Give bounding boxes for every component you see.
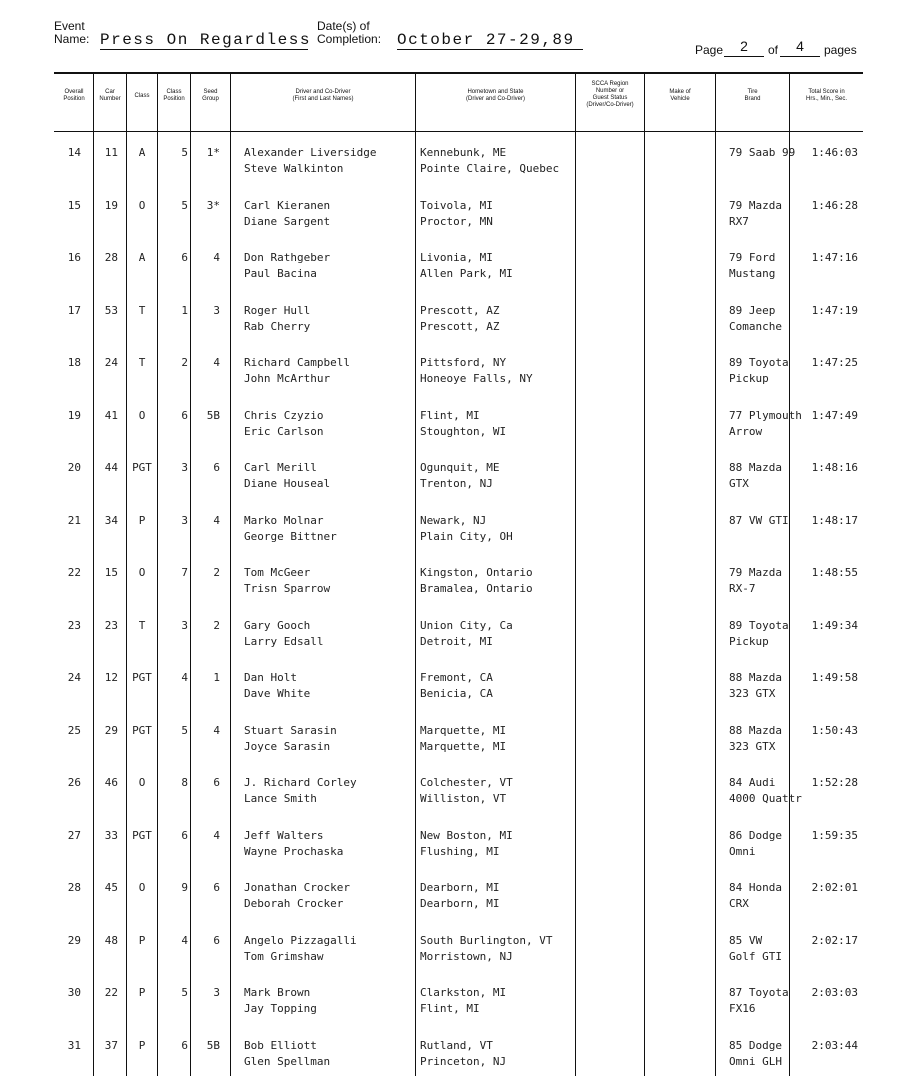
class-position-cell: 4: [181, 671, 188, 684]
codriver-hometown: Benicia, CA: [420, 687, 493, 700]
class-position-cell: 5: [181, 146, 188, 159]
vehicle-line-2: Comanche: [729, 319, 782, 333]
total-score-cell: 1:46:28: [811, 198, 858, 212]
class-cell: A: [138, 251, 146, 264]
class-cell: P: [138, 933, 146, 947]
class-cell: T: [138, 303, 146, 317]
codriver-name: Trisn Sparrow: [244, 582, 331, 595]
seed-group-cell: 6: [213, 933, 220, 947]
total-score-cell: 2:03:03: [811, 986, 858, 999]
seed-group-cell: 6: [213, 776, 220, 789]
vehicle-line-2: RX-7: [729, 582, 756, 595]
driver-name: J. Richard Corley: [244, 776, 357, 789]
codriver-hometown: Dearborn, MI: [420, 897, 500, 910]
table-row: [0, 723, 900, 775]
seed-group-cell: 1*: [206, 146, 220, 159]
driver-hometown: Flint, MI: [420, 408, 480, 422]
overall-position-cell: 28: [67, 881, 81, 894]
table-row: [0, 933, 900, 985]
driver-hometown: Colchester, VT: [420, 776, 513, 789]
driver-hometown: Prescott, AZ: [420, 303, 500, 317]
codriver-hometown: Williston, VT: [420, 792, 507, 805]
vehicle-line-2: GTX: [729, 477, 749, 490]
class-position-cell: 4: [181, 933, 188, 947]
car-number-cell: 22: [104, 986, 118, 999]
driver-name: Dan Holt: [244, 671, 297, 684]
codriver-hometown: Flushing, MI: [420, 844, 500, 858]
overall-position-cell: 21: [67, 513, 81, 527]
column-header-scca-region: SCCA Region Number or Guest Status (Driver/Co-Driver): [586, 81, 634, 108]
codriver-hometown: Proctor, MN: [420, 214, 493, 228]
vehicle-line-2: Pickup: [729, 634, 769, 648]
total-score-cell: 1:48:17: [811, 513, 858, 527]
class-cell: O: [138, 776, 146, 789]
vehicle-line-2: 4000 Quattr: [729, 792, 802, 805]
overall-position-cell: 15: [67, 198, 81, 212]
table-row: [0, 985, 900, 1037]
overall-position-cell: 27: [67, 828, 81, 842]
completion-date-label: Date(s) of Completion:: [317, 19, 382, 46]
car-number-cell: 41: [104, 408, 118, 422]
vehicle-line-1: 89 Toyota: [729, 618, 789, 632]
table-row: [0, 355, 900, 407]
total-score-cell: 1:46:03: [811, 146, 858, 159]
class-cell: O: [138, 198, 146, 212]
car-number-cell: 15: [104, 566, 118, 579]
vehicle-line-1: 84 Audi: [729, 776, 776, 789]
codriver-name: Dave White: [244, 687, 311, 700]
class-cell: PGT: [132, 723, 152, 737]
car-number-cell: 45: [104, 881, 118, 894]
driver-hometown: Kennebunk, ME: [420, 146, 507, 159]
driver-name: Gary Gooch: [244, 618, 311, 632]
seed-group-cell: 2: [213, 566, 220, 579]
table-row: [0, 513, 900, 565]
codriver-name: Tom Grimshaw: [244, 949, 324, 963]
driver-name: Bob Elliott: [244, 1038, 317, 1052]
vehicle-line-1: 89 Jeep: [729, 303, 776, 317]
codriver-hometown: Honeoye Falls, NY: [420, 372, 533, 385]
overall-position-cell: 25: [67, 723, 81, 737]
vehicle-line-1: 88 Mazda: [729, 723, 782, 737]
event-name-value: Press On Regardless: [100, 31, 311, 49]
vehicle-line-2: CRX: [729, 897, 749, 910]
vehicle-line-2: RX7: [729, 214, 749, 228]
car-number-cell: 23: [104, 618, 118, 632]
table-row: [0, 828, 900, 880]
seed-group-cell: 5B: [206, 408, 220, 422]
total-score-cell: 1:48:16: [811, 461, 858, 474]
vehicle-line-1: 89 Toyota: [729, 356, 789, 369]
vehicle-line-2: Mustang: [729, 267, 776, 280]
overall-position-cell: 22: [67, 566, 81, 579]
seed-group-cell: 4: [213, 828, 220, 842]
overall-position-cell: 20: [67, 461, 81, 474]
codriver-hometown: Marquette, MI: [420, 739, 507, 753]
driver-hometown: Newark, NJ: [420, 513, 487, 527]
overall-position-cell: 29: [67, 933, 81, 947]
table-row: [0, 303, 900, 355]
driver-name: Tom McGeer: [244, 566, 311, 579]
vehicle-line-1: 84 Honda: [729, 881, 782, 894]
class-position-cell: 2: [181, 356, 188, 369]
class-cell: P: [138, 986, 146, 999]
class-position-cell: 6: [181, 828, 188, 842]
vehicle-line-2: FX16: [729, 1002, 756, 1015]
class-position-cell: 3: [181, 618, 188, 632]
column-header-car-number: Car Number: [99, 89, 121, 102]
codriver-hometown: Stoughton, WI: [420, 424, 507, 438]
class-cell: T: [138, 356, 146, 369]
codriver-name: Rab Cherry: [244, 319, 311, 333]
class-position-cell: 5: [181, 198, 188, 212]
table-row: [0, 460, 900, 512]
class-position-cell: 3: [181, 461, 188, 474]
event-name-underline: [100, 49, 308, 50]
overall-position-cell: 31: [67, 1038, 81, 1052]
seed-group-cell: 3: [213, 303, 220, 317]
pages-label: pages: [824, 43, 857, 57]
total-score-cell: 1:52:28: [811, 776, 858, 789]
total-score-cell: 1:47:16: [811, 251, 858, 264]
class-cell: PGT: [132, 671, 152, 684]
driver-name: Jonathan Crocker: [244, 881, 350, 894]
overall-position-cell: 24: [67, 671, 81, 684]
seed-group-cell: 4: [213, 723, 220, 737]
driver-name: Alexander Liversidge: [244, 146, 377, 159]
class-cell: PGT: [132, 828, 152, 842]
driver-hometown: Livonia, MI: [420, 251, 493, 264]
codriver-name: John McArthur: [244, 372, 331, 385]
column-header-make: Make of Vehicle: [669, 89, 691, 102]
table-row: [0, 880, 900, 932]
completion-date-underline: [397, 49, 583, 50]
vehicle-line-1: 85 VW: [729, 933, 763, 947]
codriver-hometown: Pointe Claire, Quebec: [420, 162, 560, 175]
codriver-hometown: Detroit, MI: [420, 634, 493, 648]
total-score-cell: 1:50:43: [811, 723, 858, 737]
column-header-driver: Driver and Co-Driver (First and Last Names): [292, 89, 354, 102]
page-total: 4: [796, 38, 804, 54]
vehicle-line-2: Omni GLH: [729, 1054, 782, 1068]
total-score-cell: 1:47:25: [811, 356, 858, 369]
table-row: [0, 775, 900, 827]
table-top-rule: [54, 72, 863, 74]
car-number-cell: 24: [104, 356, 118, 369]
column-header-seed-group: Seed Group: [202, 89, 219, 102]
class-position-cell: 8: [181, 776, 188, 789]
driver-hometown: South Burlington, VT: [420, 933, 553, 947]
class-position-cell: 3: [181, 513, 188, 527]
class-position-cell: 6: [181, 251, 188, 264]
vehicle-line-2: Pickup: [729, 372, 769, 385]
driver-hometown: Union City, Ca: [420, 618, 513, 632]
class-position-cell: 6: [181, 1038, 188, 1052]
overall-position-cell: 23: [67, 618, 81, 632]
car-number-cell: 29: [104, 723, 118, 737]
column-header-hometown: Hometown and State (Driver and Co-Driver): [465, 89, 525, 102]
class-cell: O: [138, 566, 146, 579]
driver-hometown: Pittsford, NY: [420, 356, 507, 369]
codriver-hometown: Plain City, OH: [420, 529, 513, 543]
table-row: [0, 250, 900, 302]
codriver-name: Wayne Prochaska: [244, 844, 344, 858]
codriver-name: Larry Edsall: [244, 634, 324, 648]
driver-name: Stuart Sarasin: [244, 723, 337, 737]
class-cell: PGT: [132, 461, 152, 474]
codriver-name: Jay Topping: [244, 1002, 317, 1015]
page-total-underline: [780, 56, 820, 57]
car-number-cell: 53: [104, 303, 118, 317]
driver-hometown: Rutland, VT: [420, 1038, 493, 1052]
vehicle-line-2: Omni: [729, 844, 756, 858]
vehicle-line-1: 79 Saab 99: [729, 146, 796, 159]
driver-name: Chris Czyzio: [244, 408, 324, 422]
vehicle-line-1: 79 Ford: [729, 251, 776, 264]
seed-group-cell: 6: [213, 881, 220, 894]
seed-group-cell: 4: [213, 356, 220, 369]
driver-name: Don Rathgeber: [244, 251, 331, 264]
table-row: [0, 670, 900, 722]
seed-group-cell: 6: [213, 461, 220, 474]
event-name-label: Event Name:: [54, 19, 90, 46]
car-number-cell: 11: [104, 146, 118, 159]
overall-position-cell: 14: [67, 146, 81, 159]
driver-hometown: Ogunquit, ME: [420, 461, 500, 474]
codriver-hometown: Allen Park, MI: [420, 267, 513, 280]
codriver-name: Glen Spellman: [244, 1054, 331, 1068]
table-row: [0, 618, 900, 670]
vehicle-line-2: 323 GTX: [729, 687, 776, 700]
vehicle-line-1: 88 Mazda: [729, 461, 782, 474]
class-cell: O: [138, 881, 146, 894]
class-cell: T: [138, 618, 146, 632]
codriver-hometown: Bramalea, Ontario: [420, 582, 533, 595]
completion-date-value: October 27-29,89: [397, 31, 575, 49]
total-score-cell: 1:47:19: [811, 303, 858, 317]
vehicle-line-2: Golf GTI: [729, 949, 782, 963]
driver-name: Angelo Pizzagalli: [244, 933, 357, 947]
seed-group-cell: 3: [213, 986, 220, 999]
overall-position-cell: 16: [67, 251, 81, 264]
car-number-cell: 28: [104, 251, 118, 264]
total-score-cell: 1:48:55: [811, 566, 858, 579]
vehicle-line-2: 323 GTX: [729, 739, 776, 753]
overall-position-cell: 17: [67, 303, 81, 317]
total-score-cell: 1:49:58: [811, 671, 858, 684]
total-score-cell: 2:02:17: [811, 933, 858, 947]
page-current-underline: [724, 56, 764, 57]
class-position-cell: 6: [181, 408, 188, 422]
driver-name: Mark Brown: [244, 986, 311, 999]
vehicle-line-1: 88 Mazda: [729, 671, 782, 684]
class-position-cell: 9: [181, 881, 188, 894]
table-row: [0, 1038, 900, 1090]
vehicle-line-1: 77 Plymouth: [729, 408, 802, 422]
driver-name: Jeff Walters: [244, 828, 324, 842]
driver-name: Carl Kieranen: [244, 198, 331, 212]
total-score-cell: 2:02:01: [811, 881, 858, 894]
car-number-cell: 33: [104, 828, 118, 842]
page-label: Page: [695, 43, 724, 57]
codriver-hometown: Prescott, AZ: [420, 319, 500, 333]
car-number-cell: 44: [104, 461, 118, 474]
seed-group-cell: 3*: [206, 198, 220, 212]
column-header-class: Class: [134, 93, 150, 99]
vehicle-line-1: 87 VW GTI: [729, 513, 789, 527]
total-score-cell: 2:03:44: [811, 1038, 858, 1052]
codriver-hometown: Trenton, NJ: [420, 477, 493, 490]
car-number-cell: 34: [104, 513, 118, 527]
car-number-cell: 19: [104, 198, 118, 212]
class-position-cell: 5: [181, 723, 188, 737]
driver-hometown: Dearborn, MI: [420, 881, 500, 894]
table-row: [0, 408, 900, 460]
driver-name: Roger Hull: [244, 303, 311, 317]
seed-group-cell: 4: [213, 251, 220, 264]
class-cell: O: [138, 408, 146, 422]
driver-hometown: Marquette, MI: [420, 723, 507, 737]
vehicle-line-1: 85 Dodge: [729, 1038, 782, 1052]
codriver-hometown: Morristown, NJ: [420, 949, 513, 963]
column-header-overall-position: Overall Position: [63, 89, 85, 102]
driver-hometown: Toivola, MI: [420, 198, 493, 212]
driver-name: Marko Molnar: [244, 513, 324, 527]
total-score-cell: 1:59:35: [811, 828, 858, 842]
car-number-cell: 46: [104, 776, 118, 789]
table-row: [0, 198, 900, 250]
class-position-cell: 7: [181, 566, 188, 579]
codriver-name: Joyce Sarasin: [244, 739, 331, 753]
class-cell: A: [138, 146, 146, 159]
total-score-cell: 1:49:34: [811, 618, 858, 632]
vehicle-line-2: Arrow: [729, 424, 763, 438]
class-position-cell: 1: [181, 303, 188, 317]
codriver-name: Steve Walkinton: [244, 162, 344, 175]
overall-position-cell: 26: [67, 776, 81, 789]
overall-position-cell: 30: [67, 986, 81, 999]
codriver-hometown: Princeton, NJ: [420, 1054, 507, 1068]
page-of-label: of: [768, 43, 779, 57]
overall-position-cell: 19: [67, 408, 81, 422]
driver-hometown: Fremont, CA: [420, 671, 493, 684]
codriver-name: Paul Bacina: [244, 267, 317, 280]
seed-group-cell: 1: [213, 671, 220, 684]
car-number-cell: 37: [104, 1038, 118, 1052]
column-header-total-score: Total Score in Hrs., Min., Sec.: [805, 89, 847, 102]
table-row: [0, 145, 900, 197]
car-number-cell: 12: [104, 671, 118, 684]
total-score-cell: 1:47:49: [811, 408, 858, 422]
codriver-name: Eric Carlson: [244, 424, 324, 438]
seed-group-cell: 5B: [206, 1038, 220, 1052]
codriver-name: Diane Sargent: [244, 214, 331, 228]
seed-group-cell: 4: [213, 513, 220, 527]
table-row: [0, 565, 900, 617]
column-header-tire-brand: Tire Brand: [744, 89, 761, 102]
class-cell: P: [138, 513, 146, 527]
vehicle-line-1: 79 Mazda: [729, 566, 782, 579]
driver-name: Richard Campbell: [244, 356, 350, 369]
table-header-rule: [54, 131, 863, 132]
vehicle-line-1: 87 Toyota: [729, 986, 789, 999]
codriver-name: Diane Houseal: [244, 477, 331, 490]
page-current: 2: [740, 38, 748, 54]
vehicle-line-1: 79 Mazda: [729, 198, 782, 212]
class-cell: P: [138, 1038, 146, 1052]
codriver-hometown: Flint, MI: [420, 1002, 480, 1015]
column-header-class-position: Class Position: [163, 89, 185, 102]
driver-hometown: Kingston, Ontario: [420, 566, 533, 579]
driver-hometown: Clarkston, MI: [420, 986, 507, 999]
codriver-name: Deborah Crocker: [244, 897, 344, 910]
vehicle-line-1: 86 Dodge: [729, 828, 782, 842]
seed-group-cell: 2: [213, 618, 220, 632]
driver-hometown: New Boston, MI: [420, 828, 513, 842]
car-number-cell: 48: [104, 933, 118, 947]
class-position-cell: 5: [181, 986, 188, 999]
codriver-name: Lance Smith: [244, 792, 317, 805]
driver-name: Carl Merill: [244, 461, 317, 474]
codriver-name: George Bittner: [244, 529, 337, 543]
overall-position-cell: 18: [67, 356, 81, 369]
